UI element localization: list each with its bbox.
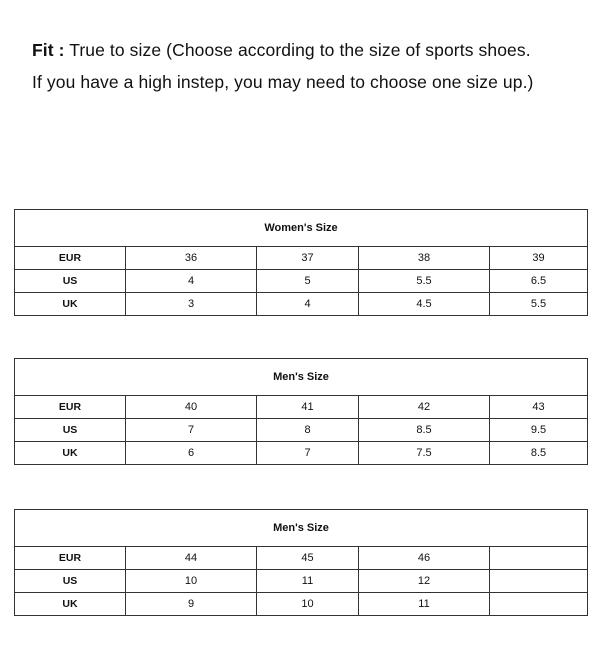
- fit-text-1: True to size (Choose according to the size of sports shoes.: [64, 40, 531, 60]
- size-cell: 6.5: [490, 270, 588, 293]
- row-label: US: [15, 570, 126, 593]
- size-cell: 8: [257, 419, 359, 442]
- size-cell: 43: [490, 396, 588, 419]
- table-row-eur: [15, 396, 588, 419]
- table-title-row: [15, 210, 588, 247]
- size-cell: 37: [257, 247, 359, 270]
- size-cell: 7: [126, 419, 257, 442]
- table-row-eur: [15, 547, 588, 570]
- row-label: UK: [15, 593, 126, 616]
- size-cell: 8.5: [359, 419, 490, 442]
- size-cell: 36: [126, 247, 257, 270]
- table-title-row: [15, 510, 588, 547]
- size-cell: 10: [126, 570, 257, 593]
- size-cell: 11: [257, 570, 359, 593]
- size-cell: 4: [126, 270, 257, 293]
- size-cell: 6: [126, 442, 257, 465]
- size-cell: [490, 547, 588, 570]
- size-cell: 12: [359, 570, 490, 593]
- row-label: US: [15, 419, 126, 442]
- table-row-us: [15, 419, 588, 442]
- size-cell: 42: [359, 396, 490, 419]
- table-row-us: [15, 270, 588, 293]
- fit-label: Fit :: [32, 40, 65, 60]
- size-cell: 44: [126, 547, 257, 570]
- mens-size-table-2: [14, 509, 588, 616]
- size-cell: 46: [359, 547, 490, 570]
- size-cell: 9: [126, 593, 257, 616]
- size-cell: 11: [359, 593, 490, 616]
- size-cell: 4: [257, 293, 359, 316]
- size-cell: 5: [257, 270, 359, 293]
- size-cell: 5.5: [359, 270, 490, 293]
- row-label: US: [15, 270, 126, 293]
- size-cell: 39: [490, 247, 588, 270]
- fit-note: [32, 34, 592, 98]
- table-row-uk: [15, 593, 588, 616]
- size-cell: 10: [257, 593, 359, 616]
- row-label: EUR: [15, 396, 126, 419]
- table-title: Men's Size: [15, 359, 588, 396]
- row-label: EUR: [15, 547, 126, 570]
- womens-size-table: [14, 209, 588, 316]
- size-cell: 40: [126, 396, 257, 419]
- row-label: UK: [15, 442, 126, 465]
- fit-line-1: [32, 34, 592, 66]
- size-cell: 4.5: [359, 293, 490, 316]
- row-label: UK: [15, 293, 126, 316]
- table-row-eur: [15, 247, 588, 270]
- table-row-us: [15, 570, 588, 593]
- size-cell: 9.5: [490, 419, 588, 442]
- size-cell: [490, 593, 588, 616]
- size-cell: 7: [257, 442, 359, 465]
- table-title-row: [15, 359, 588, 396]
- size-cell: 8.5: [490, 442, 588, 465]
- table-row-uk: [15, 442, 588, 465]
- size-cell: 3: [126, 293, 257, 316]
- table-row-uk: [15, 293, 588, 316]
- fit-line-2: If you have a high instep, you may need to choose one size up.): [32, 72, 534, 92]
- size-cell: 7.5: [359, 442, 490, 465]
- size-cell: 5.5: [490, 293, 588, 316]
- size-cell: 45: [257, 547, 359, 570]
- mens-size-table-1: [14, 358, 588, 465]
- row-label: EUR: [15, 247, 126, 270]
- table-title: Men's Size: [15, 510, 588, 547]
- size-cell: 41: [257, 396, 359, 419]
- size-cell: 38: [359, 247, 490, 270]
- size-cell: [490, 570, 588, 593]
- table-title: Women's Size: [15, 210, 588, 247]
